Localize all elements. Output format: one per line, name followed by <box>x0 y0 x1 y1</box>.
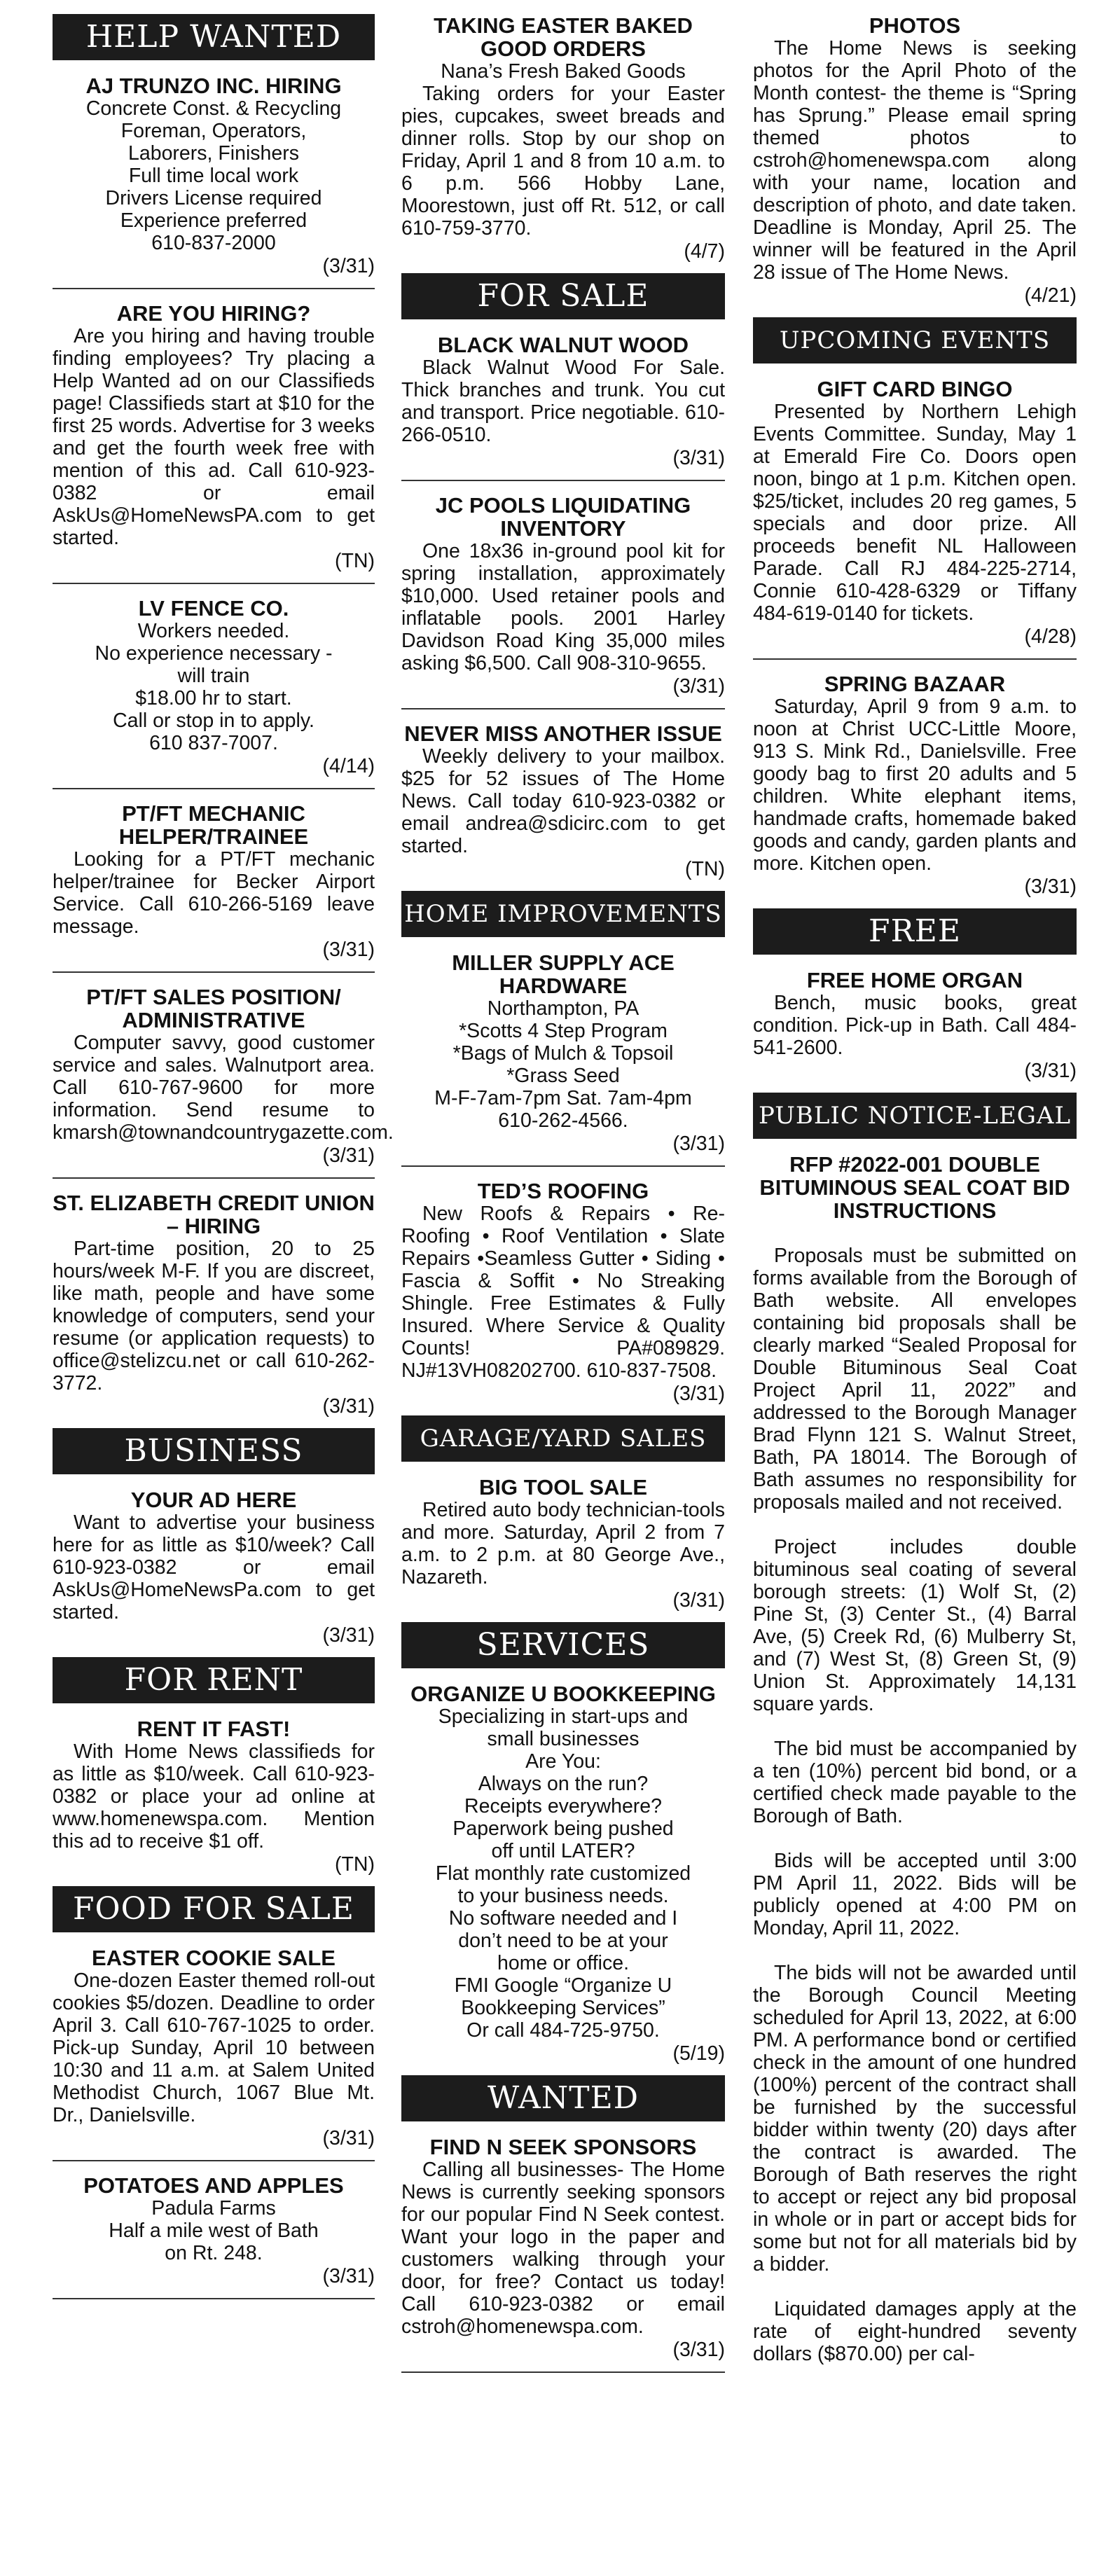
divider <box>53 2298 375 2299</box>
ad-line: Nana’s Fresh Baked Goods <box>441 60 686 83</box>
ad-line: *Grass Seed <box>506 1065 620 1087</box>
ad-line: 610-837-2000 <box>151 232 276 254</box>
ad-body <box>53 1511 375 1623</box>
ad-title: TAKING EASTER BAKED GOOD ORDERS <box>434 13 693 61</box>
ad-title: FIND N SEEK SPONSORS <box>429 2135 697 2159</box>
ad-title: SPRING BAZAAR <box>824 672 1006 696</box>
ad-jc-pools <box>401 494 725 698</box>
ad-title: POTATOES AND APPLES <box>83 2173 344 2198</box>
section-header-free: FREE <box>753 908 1077 955</box>
ad-body <box>401 745 725 857</box>
ad-body <box>53 1238 375 1394</box>
ad-body <box>53 2197 375 2264</box>
ad-line: Half a mile west of Bath <box>109 2220 319 2242</box>
ad-body <box>53 848 375 938</box>
ad-text: With Home News classifieds for as little as $10/week. Call 610-923-0382 or place your ad online at www.homenewspa.com. Mention this ad to receive $1 off. <box>53 1740 375 1853</box>
section-header-food-for-sale: FOOD FOR SALE <box>53 1886 375 1932</box>
ad-text: Part-time position, 20 to 25 hours/week M-F. If you are discreet, like math, people and have some knowledge of computers, send your resume (or application requests) to office@stelizcu.net or call 610-262-3772. <box>53 1238 375 1394</box>
ad-text: Want to advertise your business here for as little as $10/week? Call 610-923-0382 or email AskUs@HomeNewsPa.com to get started. <box>53 1511 375 1623</box>
ad-line: on Rt. 248. <box>165 2242 263 2264</box>
ad-line: small businesses <box>487 1728 640 1750</box>
ad-body <box>53 97 375 254</box>
ad-miller-supply <box>401 951 725 1156</box>
ad-line: home or office. <box>497 1952 629 1974</box>
ad-line: Full time local work <box>128 165 299 187</box>
ad-text: Weekly delivery to your mailbox. $25 for 52 issues of The Home News. Call today 610-923-0382 or email andrea@sdicirc.com to get started. <box>401 745 725 857</box>
ad-date: (3/31) <box>672 1133 725 1155</box>
legal-paragraph: Liquidated damages apply at the rate of eight-hundred seventy dollars ($870.00) per cal- <box>753 2298 1077 2365</box>
ad-title: PT/FT SALES POSITION/ ADMINISTRATIVE <box>86 985 341 1032</box>
ad-line: don’t need to be at your <box>458 1930 668 1952</box>
ad-date: (3/31) <box>672 1589 725 1612</box>
divider <box>53 583 375 584</box>
ad-text: Computer savvy, good customer service and sales. Walnutport area. Call 610-767-9600 for more information. Send resume to kmarsh@townandcountrygazette.com. <box>53 1032 394 1144</box>
ad-title: JC POOLS LIQUIDATING INVENTORY <box>435 493 691 541</box>
ad-title: BIG TOOL SALE <box>479 1475 647 1500</box>
ad-line: Paperwork being pushed <box>452 1817 674 1840</box>
divider <box>401 2371 725 2373</box>
ad-date: (3/31) <box>1024 1060 1077 1082</box>
ad-body <box>401 997 725 1132</box>
ad-date: (3/31) <box>322 2265 375 2287</box>
ad-line: Flat monthly rate customized <box>435 1862 691 1885</box>
ad-date: (3/31) <box>322 939 375 961</box>
ad-credit-union <box>53 1191 375 1418</box>
column-2 <box>401 14 725 2385</box>
ad-body <box>401 356 725 446</box>
ad-title: NEVER MISS ANOTHER ISSUE <box>404 721 722 746</box>
ad-body <box>53 325 375 549</box>
legal-paragraph: The bids will not be awarded until the Borough Council Meeting scheduled for April 13, 2022, at 6:00 PM. A performance bond or certified check in the amount of one hundred (100%) percent of the contract shall be furnished by the successful bidder within twenty (20) days after the contract is awarded. The Borough of Bath reserves the right to accept or reject any bid proposal in whole or in part or accept bids for some but not for all materials bid by a bidder. <box>753 1962 1077 2276</box>
section-header-upcoming-events: UPCOMING EVENTS <box>753 317 1077 363</box>
divider <box>401 708 725 709</box>
ad-line: Experience preferred <box>120 209 307 232</box>
ad-line: off until LATER? <box>491 1840 635 1862</box>
ad-are-you-hiring <box>53 302 375 573</box>
ad-line: No experience necessary - <box>95 642 333 665</box>
ad-organize-u <box>401 1682 725 2065</box>
ad-body <box>401 1705 725 2042</box>
ad-body <box>53 620 375 754</box>
legal-paragraph: Project includes double bituminous seal coating of several borough streets: (1) Wolf St, (2) Pine St, (3) Center St., (4) Barral Ave, (5) Creek Rd, (6) Mulberry St, and (7) West St, (8) Green St, (9) Union St. Approximately 14,131 square yards. <box>753 1536 1077 1715</box>
divider <box>53 971 375 973</box>
ad-line: 610 837-7007. <box>149 732 278 754</box>
ad-date: (5/19) <box>672 2042 725 2065</box>
ad-title: MILLER SUPPLY ACE HARDWARE <box>452 950 675 998</box>
ad-text: Presented by Northern Lehigh Events Committee. Sunday, May 1 at Emerald Fire Co. Doors open noon, bingo at 1 p.m. Kitchen open. $25/ticket, includes 20 reg games, 5 specials and door prize. All proceeds benefit NL Halloween Parade. Call RJ 484-225-2714, Connie 610-428-6329 or Tiffany 484-619-0140 for tickets. <box>753 401 1077 625</box>
ad-text: Calling all businesses- The Home News is currently seeking sponsors for our popular Find N Seek contest. Want your logo in the paper and customers walking through your door, for free? Contact us today! Call 610-923-0382 or email cstroh@homenewspa.com. <box>401 2159 725 2338</box>
ad-photos <box>753 14 1077 307</box>
ad-date: (4/7) <box>684 240 725 263</box>
ad-title: GIFT CARD BINGO <box>817 377 1013 401</box>
ad-subtitle <box>401 60 725 83</box>
section-header-home-improvements: HOME IMPROVEMENTS <box>401 891 725 937</box>
ad-line: Drivers License required <box>105 187 322 209</box>
ad-line: M-F-7am-7pm Sat. 7am-4pm <box>434 1087 692 1109</box>
ad-date: (3/31) <box>322 2127 375 2149</box>
ad-easter-cookie-sale <box>53 1946 375 2150</box>
section-header-wanted: WANTED <box>401 2075 725 2121</box>
ad-line: Or call 484-725-9750. <box>466 2019 660 2042</box>
ad-line: *Scotts 4 Step Program <box>459 1020 668 1042</box>
ad-text: Taking orders for your Easter pies, cupcakes, sweet breads and dinner rolls. Stop by our shop on Friday, April 1 and 8 from 10 a.m. to 6 p.m. 566 Hobby Lane, Moorestown, just off Rt. 512, or call 610-759-3770. <box>401 83 725 240</box>
divider <box>53 788 375 789</box>
ad-date: (3/31) <box>322 1144 375 1167</box>
divider <box>53 2160 375 2161</box>
ad-text: Are you hiring and having trouble finding employees? Try placing a Help Wanted ad on our Classifieds page! Classifieds start at $10 for the first 25 words. Advertise for 3 weeks and get the fourth week free with mention of this ad. Call 610-923-0382 or email AskUs@HomeNewsPA.com to get started. <box>53 325 375 549</box>
ad-body <box>53 1969 375 2126</box>
ad-body <box>401 2159 725 2338</box>
ad-rfp-seal-coat <box>753 1153 1077 2365</box>
section-header-business: BUSINESS <box>53 1428 375 1474</box>
divider <box>401 480 725 481</box>
ad-body <box>401 1499 725 1588</box>
ad-text: The Home News is seeking photos for the April Photo of the Month contest- the theme is “Spring has Sprung.” Please email spring themed photos to cstroh@homenewspa.com along with your name, location and description of photo, and date taken. Deadline is Monday, April 25. The winner will be featured in the April 28 issue of The Home News. <box>753 37 1077 284</box>
ad-title: TED’S ROOFING <box>477 1179 649 1203</box>
ad-title: RFP #2022-001 DOUBLE BITUMINOUS SEAL COAT BID INSTRUCTIONS <box>759 1152 1070 1223</box>
ad-never-miss <box>401 722 725 881</box>
ad-line: *Bags of Mulch & Topsoil <box>452 1042 674 1065</box>
section-header-for-rent: FOR RENT <box>53 1657 375 1703</box>
ad-rent-it-fast <box>53 1717 375 1876</box>
ad-sales-position <box>53 985 394 1168</box>
ad-aj-trunzo <box>53 74 375 278</box>
ad-title: LV FENCE CO. <box>138 596 289 621</box>
section-header-services: SERVICES <box>401 1622 725 1668</box>
ad-title: FREE HOME ORGAN <box>806 968 1023 992</box>
ad-text: Bench, music books, great condition. Pick-up in Bath. Call 484-541-2600. <box>753 992 1077 1059</box>
ad-date: (TN) <box>685 858 725 880</box>
ad-mechanic-helper <box>53 802 375 962</box>
ad-line: No software needed and I <box>448 1907 678 1930</box>
ad-line: FMI Google “Organize U <box>454 1974 672 1997</box>
ad-title: PHOTOS <box>869 13 961 38</box>
ad-date: (3/31) <box>322 255 375 277</box>
ad-title: ARE YOU HIRING? <box>116 301 311 326</box>
ad-date: (4/28) <box>1024 625 1077 648</box>
ad-text: Looking for a PT/FT mechanic helper/trainee for Becker Airport Service. Call 610-266-5169 leave message. <box>53 848 375 938</box>
section-header-public-notice-legal: PUBLIC NOTICE-LEGAL <box>753 1093 1077 1139</box>
ad-text: Saturday, April 9 from 9 a.m. to noon at Christ UCC-Little Moore, 913 S. Mink Rd., Danielsville. Free goody bag to first 20 adults and 5 children. White elephant items, handmade crafts, homemade baked goods and candy, garden plants and more. Kitchen open. <box>753 695 1077 875</box>
section-header-garage-yard-sales: GARAGE/YARD SALES <box>401 1415 725 1462</box>
ad-easter-baked-goods <box>401 14 725 263</box>
ad-title: ORGANIZE U BOOKKEEPING <box>410 1682 716 1706</box>
ad-body <box>401 1203 725 1382</box>
ad-spring-bazaar <box>753 672 1077 899</box>
ad-text: New Roofs & Repairs • Re-Roofing • Roof Ventilation • Slate Repairs •Seamless Gutter • Siding • Fascia & Soffit • No Streaking Shingle. Free Estimates & Fully Insured. Where Service & Quality Counts! PA#089829. NJ#13VH08202700. 610-837-7508. <box>401 1203 725 1382</box>
ad-date: (4/14) <box>322 755 375 777</box>
ad-date: (TN) <box>335 550 375 572</box>
ad-line: Call or stop in to apply. <box>113 709 314 732</box>
column-1 <box>53 14 394 2312</box>
ad-body <box>753 1245 1077 2365</box>
ad-date: (TN) <box>335 1853 375 1876</box>
ad-free-home-organ <box>753 969 1077 1083</box>
ad-line: will train <box>177 665 250 687</box>
ad-body <box>753 695 1077 875</box>
ad-your-ad-here <box>53 1488 375 1647</box>
ad-title: AJ TRUNZO INC. HIRING <box>85 74 342 98</box>
ad-title: EASTER COOKIE SALE <box>92 1946 336 1970</box>
ad-line: Concrete Const. & Recycling <box>85 97 342 120</box>
ad-body <box>753 992 1077 1059</box>
ad-text: Retired auto body technician-tools and more. Saturday, April 2 from 7 a.m. to 2 p.m. at 80 George Ave., Nazareth. <box>401 1499 725 1588</box>
ad-date: (3/31) <box>322 1395 375 1418</box>
ad-line: Padula Farms <box>151 2197 276 2220</box>
ad-line: $18.00 hr to start. <box>135 687 292 709</box>
ad-date: (3/31) <box>672 675 725 698</box>
ad-text: Black Walnut Wood For Sale. Thick branches and trunk. You cut and transport. Price negotiable. 610-266-0510. <box>401 356 725 446</box>
divider <box>753 658 1077 660</box>
ad-potatoes-apples <box>53 2174 375 2288</box>
ad-body <box>53 1032 394 1144</box>
divider <box>401 1165 725 1167</box>
ad-title: YOUR AD HERE <box>130 1488 297 1512</box>
ad-date: (3/31) <box>672 447 725 469</box>
divider <box>53 1177 375 1179</box>
ad-find-n-seek <box>401 2135 725 2362</box>
divider <box>53 288 375 289</box>
ad-lv-fence <box>53 597 375 778</box>
ad-body <box>53 1740 375 1853</box>
ad-date: (4/21) <box>1024 284 1077 307</box>
ad-line: Workers needed. <box>137 620 290 642</box>
ad-line: Specializing in start-ups and <box>438 1705 689 1728</box>
ad-date: (3/31) <box>322 1624 375 1647</box>
ad-title: ST. ELIZABETH CREDIT UNION – HIRING <box>53 1191 375 1238</box>
ad-black-walnut <box>401 333 725 470</box>
ad-text: One 18x36 in-ground pool kit for spring installation, approximately $10,000. Used retainer pools and inflatable pools. 2001 Harley Davidson Road King 35,000 miles asking $6,500. Call 908-310-9655. <box>401 540 725 674</box>
ad-teds-roofing <box>401 1179 725 1406</box>
ad-line: Receipts everywhere? <box>464 1795 662 1817</box>
ad-gift-card-bingo <box>753 378 1077 649</box>
legal-paragraph: The bid must be accompanied by a ten (10%) percent bid bond, or a certified check made payable to the Borough of Bath. <box>753 1738 1077 1827</box>
ad-line: Laborers, Finishers <box>128 142 299 165</box>
column-3 <box>753 14 1077 2375</box>
ad-line: Foreman, Operators, <box>120 120 307 142</box>
ad-line: Northampton, PA <box>487 997 640 1020</box>
section-header-help-wanted: HELP WANTED <box>53 14 375 60</box>
ad-text: One-dozen Easter themed roll-out cookies $5/dozen. Deadline to order April 3. Call 610-767-1025 to order. Pick-up Sunday, April 10 between 10:30 and 11 a.m. at Salem United Methodist Church, 1067 Blue Mt. Dr., Danielsville. <box>53 1969 375 2126</box>
ad-date: (3/31) <box>672 2339 725 2361</box>
legal-paragraph: Proposals must be submitted on forms available from the Borough of Bath website. All envelopes containing bid proposals shall be clearly marked “Sealed Proposal for Double Bituminous Seal Coat Project April 11, 2022” and addressed to the Borough Manager Brad Flynn 121 S. Walnut Street, Bath, PA 18014. The Borough of Bath assumes no responsibility for proposals mailed and not received. <box>753 1245 1077 1514</box>
ad-body <box>401 540 725 674</box>
legal-paragraph: Bids will be accepted until 3:00 PM April 11, 2022. Bids will be publicly opened at 4:00 PM on Monday, April 11, 2022. <box>753 1850 1077 1939</box>
section-header-for-sale: FOR SALE <box>401 273 725 319</box>
ad-date: (3/31) <box>672 1383 725 1405</box>
ad-title: PT/FT MECHANIC HELPER/TRAINEE <box>118 801 309 849</box>
ad-date: (3/31) <box>1024 875 1077 898</box>
ad-big-tool-sale <box>401 1476 725 1612</box>
ad-line: 610-262-4566. <box>498 1109 628 1132</box>
ad-body <box>753 37 1077 284</box>
ad-line: Are You: <box>525 1750 601 1773</box>
ad-body <box>401 83 725 240</box>
ad-title: RENT IT FAST! <box>137 1717 291 1741</box>
ad-line: Bookkeeping Services” <box>461 1997 665 2019</box>
ad-body <box>753 401 1077 625</box>
ad-line: to your business needs. <box>457 1885 669 1907</box>
ad-line: Always on the run? <box>478 1773 649 1795</box>
ad-title: BLACK WALNUT WOOD <box>437 333 689 357</box>
